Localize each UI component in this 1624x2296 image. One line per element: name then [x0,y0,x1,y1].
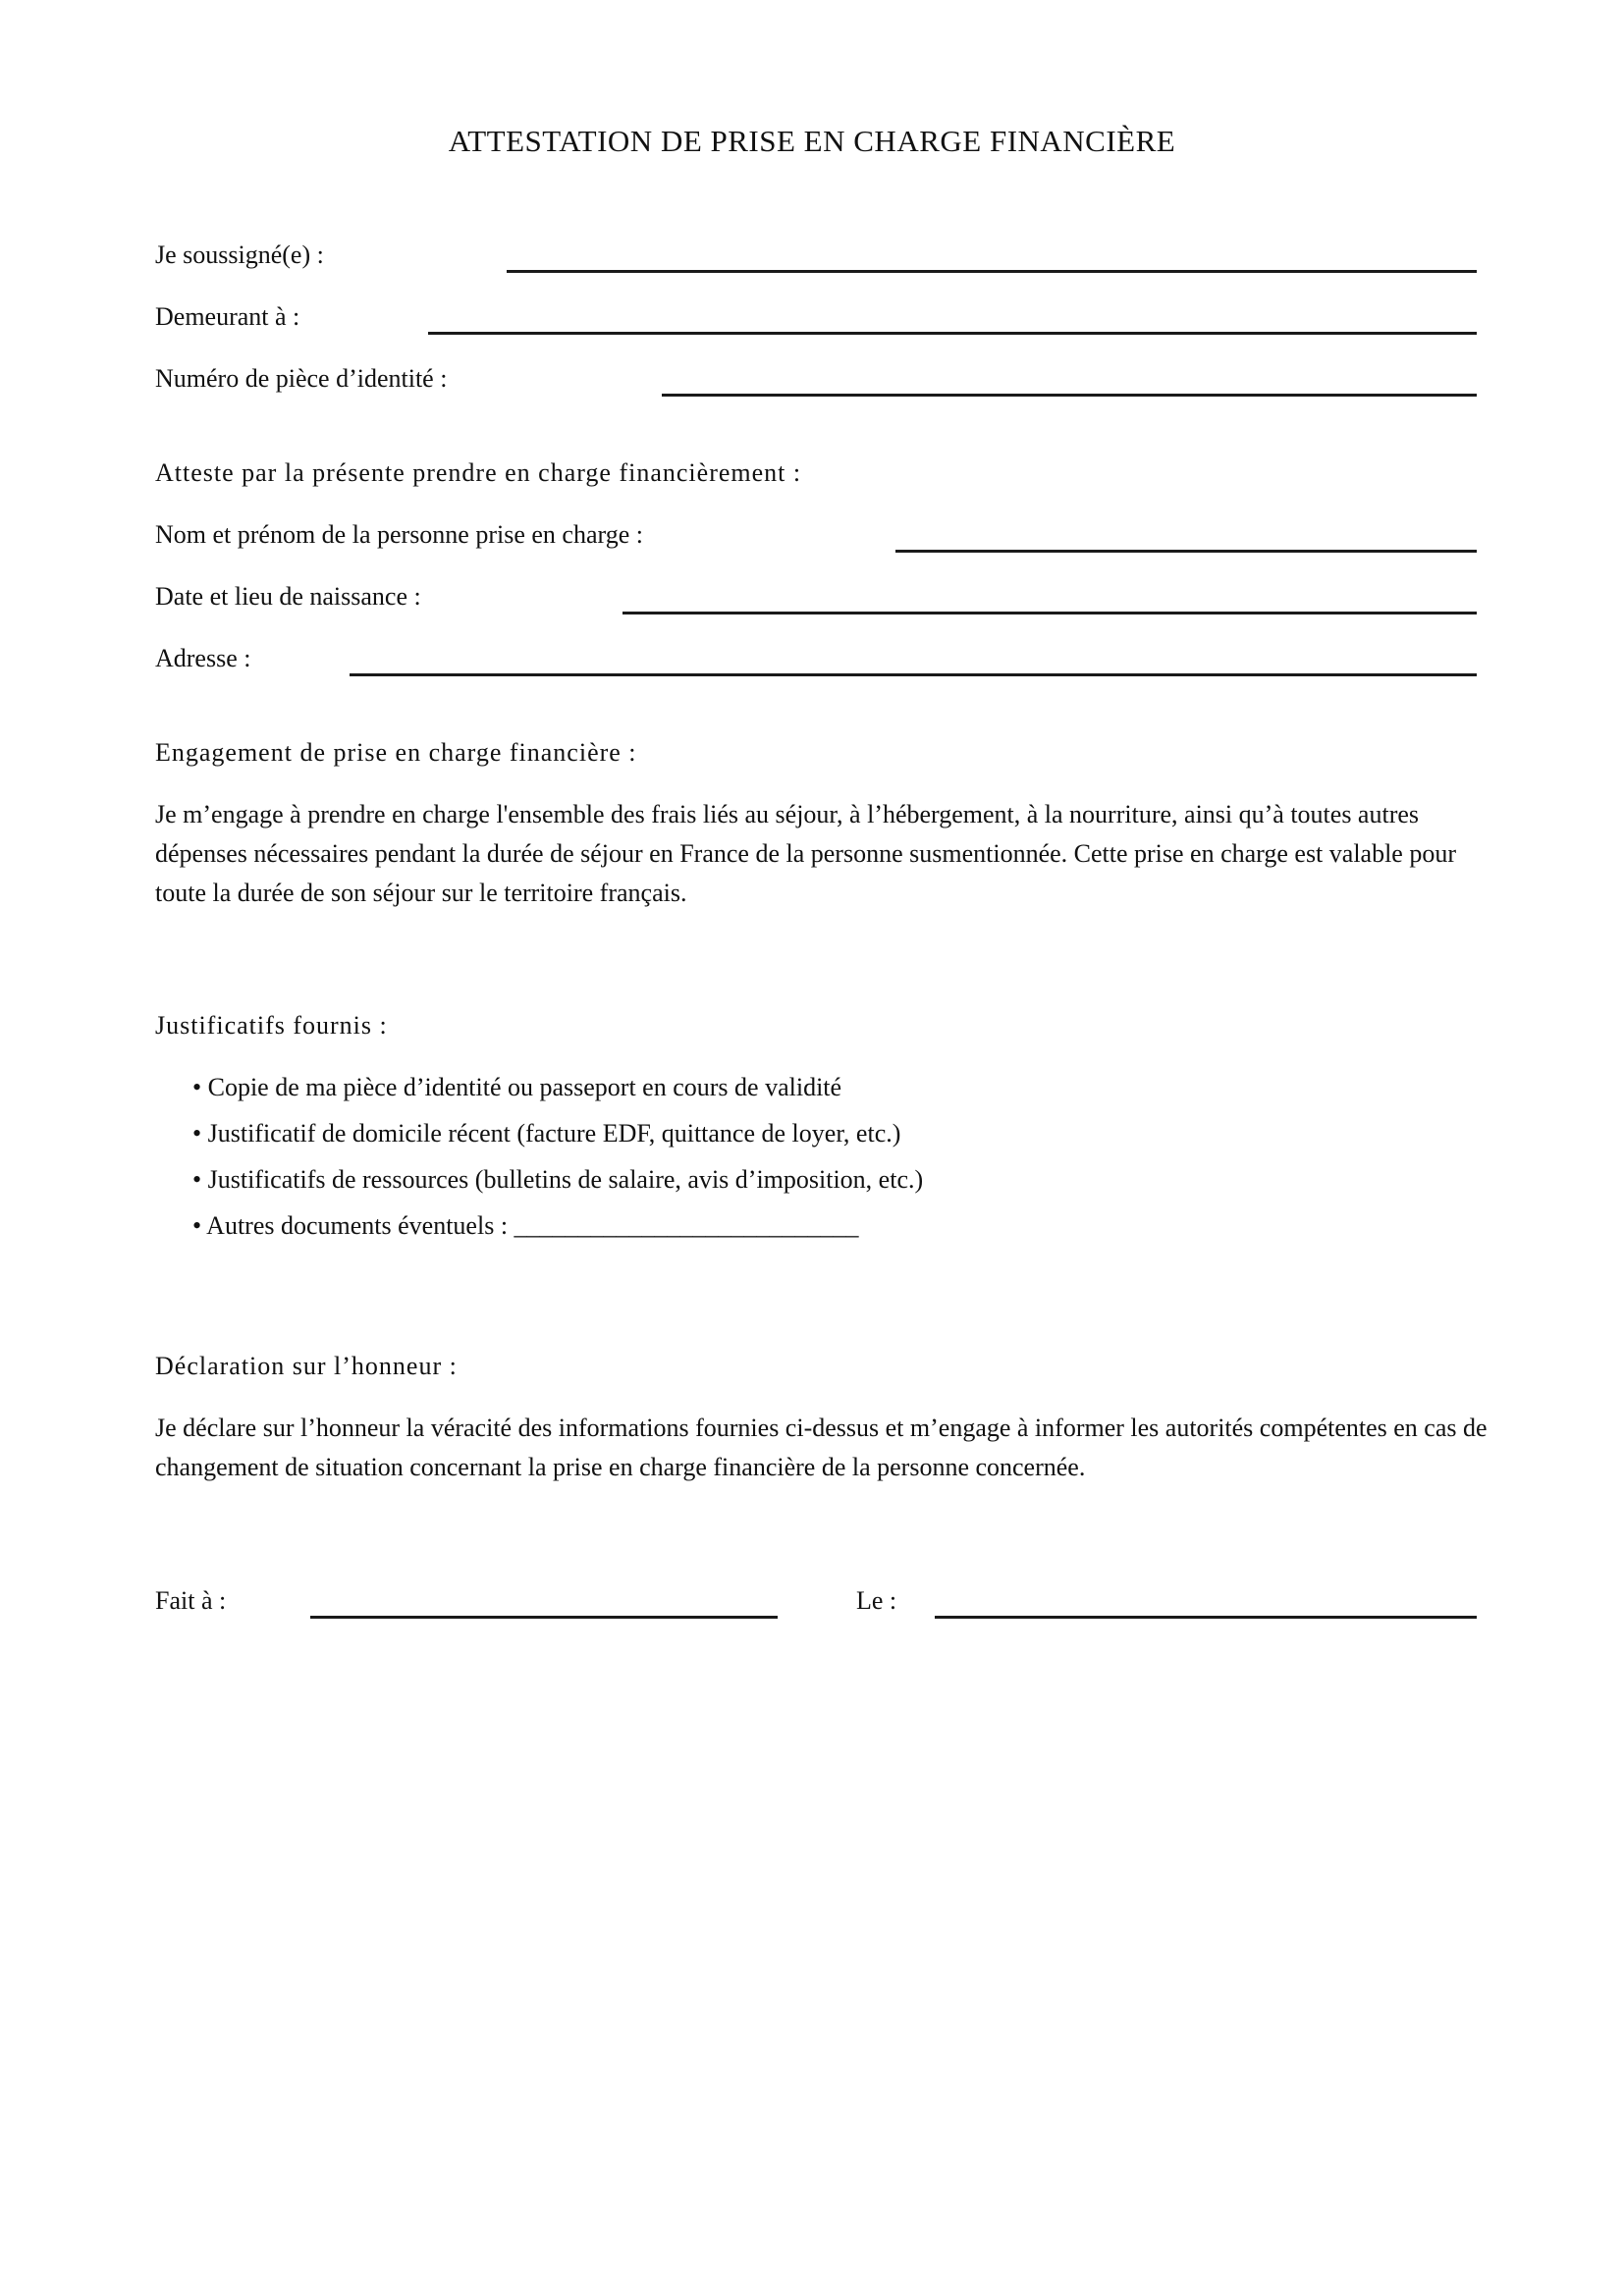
soussigne-field[interactable] [507,270,1477,273]
soussigne-label: Je soussigné(e) : [155,240,324,269]
naissance-label: Date et lieu de naissance : [155,582,421,611]
document-title: ATTESTATION DE PRISE EN CHARGE FINANCIÈRE [448,124,1176,158]
justificatif-item: • Autres documents éventuels : ___________________________ [192,1211,859,1240]
justificatifs-heading: Justificatifs fournis : [155,1011,388,1040]
fait-a-label: Fait à : [155,1586,227,1615]
fait-a-field[interactable] [310,1616,778,1619]
nom-prenom-label: Nom et prénom de la personne prise en charge : [155,520,643,549]
justificatif-item: • Copie de ma pièce d’identité ou passeport en cours de validité [192,1073,842,1101]
date-field[interactable] [935,1616,1477,1619]
naissance-field[interactable] [623,612,1477,614]
atteste-heading: Atteste par la présente prendre en charge financièrement : [155,458,802,487]
declaration-heading: Déclaration sur l’honneur : [155,1352,458,1380]
nom-prenom-field[interactable] [895,550,1477,553]
declaration-text: Je déclare sur l’honneur la véracité des informations fournies ci-dessus et m’engage à informer les autorités compétentes en cas de changement de situation concernant la prise en charge financière de la personne concernée. [155,1414,1488,1481]
engagement-heading: Engagement de prise en charge financière : [155,738,637,767]
piece-identite-field[interactable] [662,394,1477,397]
adresse-field[interactable] [350,673,1477,676]
adresse-label: Adresse : [155,644,251,672]
date-label: Le : [856,1586,897,1615]
justificatif-item: • Justificatifs de ressources (bulletins de salaire, avis d’imposition, etc.) [192,1165,924,1194]
piece-identite-label: Numéro de pièce d’identité : [155,364,448,393]
engagement-text: Je m’engage à prendre en charge l'ensemble des frais liés au séjour, à l’hébergement, à la nourriture, ainsi qu’à toutes autres dépenses nécessaires pendant la durée de séjour en France de la personne susmentionnée. Cette prise en charge est valable pour toute la durée de son séjour sur le territoire français. [155,800,1457,907]
justificatif-item: • Justificatif de domicile récent (facture EDF, quittance de loyer, etc.) [192,1119,901,1148]
demeurant-field[interactable] [428,332,1477,335]
demeurant-label: Demeurant à : [155,302,300,331]
